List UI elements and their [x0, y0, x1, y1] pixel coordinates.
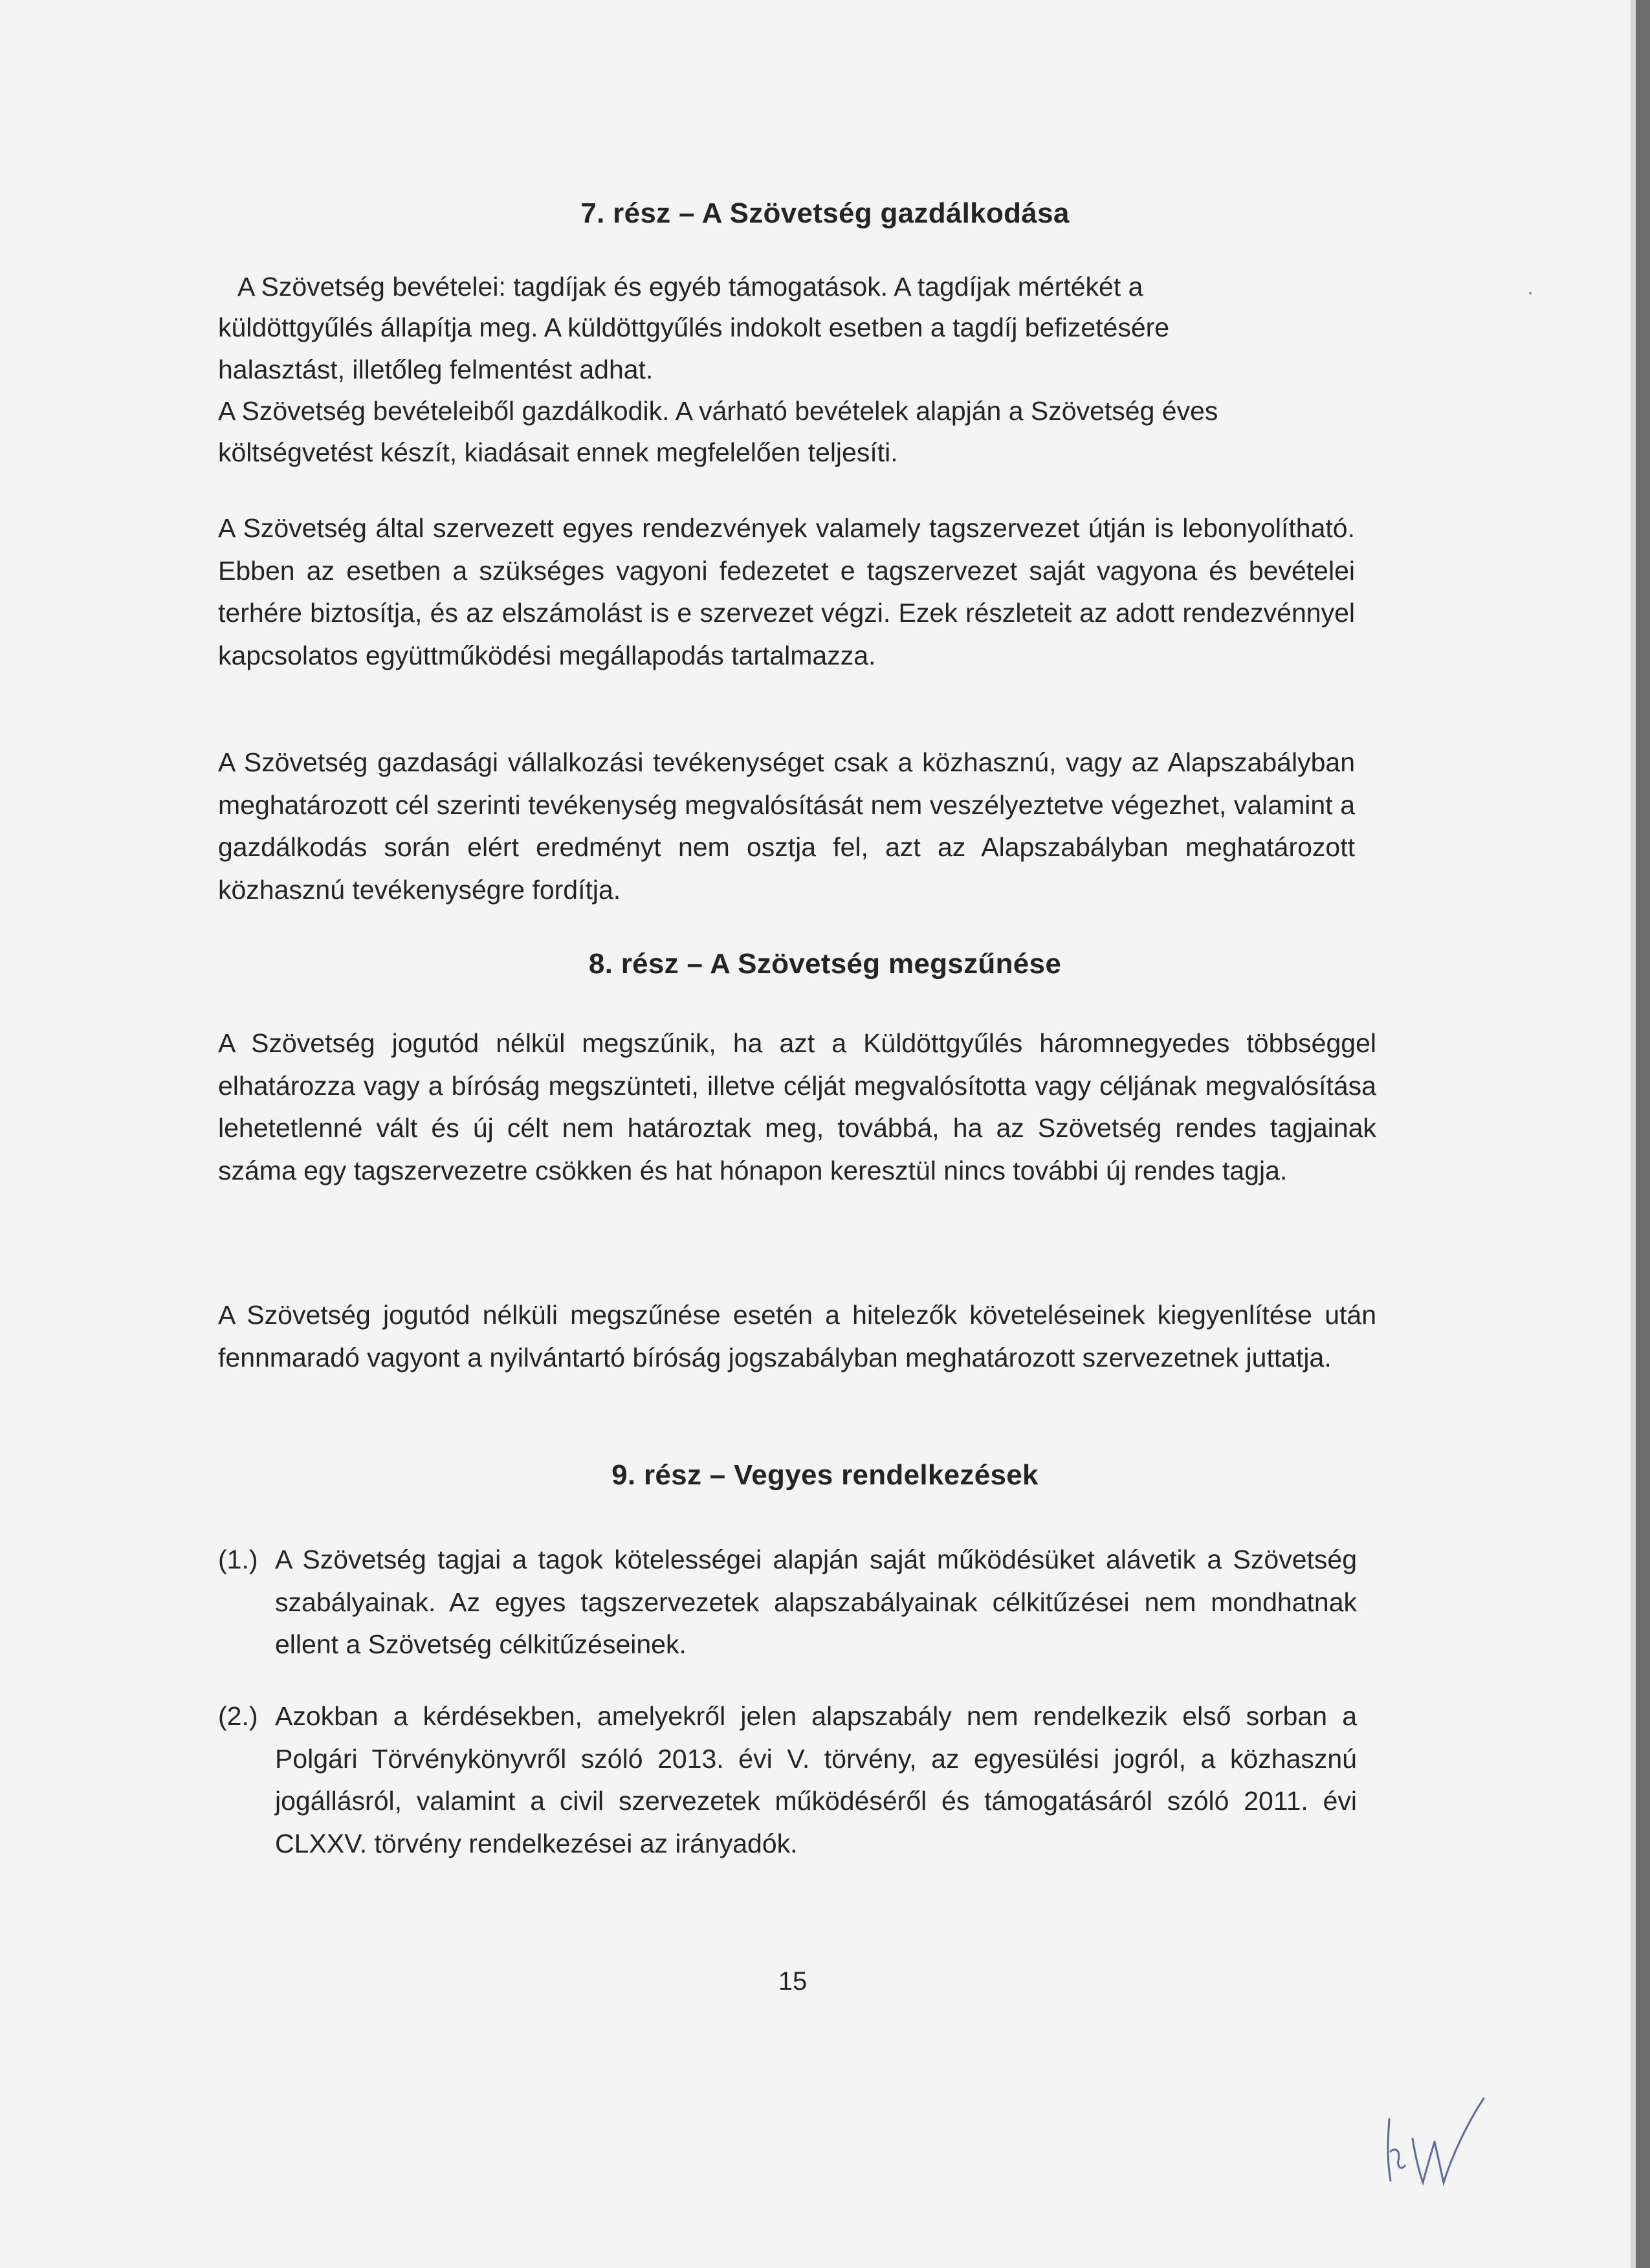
scan-edge — [1636, 0, 1650, 2268]
provision-number: (1.) — [218, 1545, 258, 1574]
section-7-intro-line: A Szövetség bevételeiből gazdálkodik. A várható bevételek alapján a Szövetség éves — [218, 396, 1218, 426]
section-7-intro-line: költségvetést készít, kiadásait ennek megfelelően teljesíti. — [218, 437, 898, 467]
provision-text: A Szövetség tagjai a tagok kötelességei alapján saját működésüket alávetik a Szövetség szabályainak. Az egyes tagszervezetek alapszabályainak célkitűzései nem mondhatnak ellent a Szövetség célkitűzéseinek. — [275, 1545, 1357, 1660]
section-7-intro-line: halasztást, illetőleg felmentést adhat. — [218, 355, 654, 384]
section-9-heading: 9. rész – Vegyes rendelkezések — [611, 1459, 1039, 1491]
section-7-intro-line: A Szövetség bevételei: tagdíjak és egyéb támogatások. A tagdíjak mértékét a — [237, 272, 1143, 302]
section-7-intro-line: küldöttgyűlés állapítja meg. A küldöttgyűlés indokolt esetben a tagdíj befizetésére — [218, 313, 1170, 342]
page-number: 15 — [778, 1967, 808, 1996]
scan-edge-shadow — [1631, 0, 1636, 2268]
section-7-paragraph: A Szövetség gazdasági vállalkozási tevékenységet csak a közhasznú, vagy az Alapszabályban meghatározott cél szerinti tevékenység megvalósítását nem veszélyeztetve végezhet, valamint a gazdálkodás során elért eredményt nem osztja fel, azt az Alapszabályban meghatározott közhasznú tevékenységre fordítja. — [218, 747, 1355, 905]
section-8-paragraph: A Szövetség jogutód nélküli megszűnése esetén a hitelezők követeléseinek kiegyenlítése után fennmaradó vagyont a nyilvántartó bíróság jogszabályban meghatározott szervezetnek juttatja. — [218, 1300, 1376, 1372]
handwritten-signature — [1375, 2093, 1504, 2190]
section-8-heading: 8. rész – A Szövetség megszűnése — [588, 948, 1062, 980]
provision-item — [218, 1539, 1357, 1668]
provision-item — [218, 1695, 1357, 1870]
provision-number: (2.) — [218, 1701, 258, 1731]
section-7-paragraph: A Szövetség által szervezett egyes rendezvények valamely tagszervezet útján is lebonyolítható. Ebben az esetben a szükséges vagyoni fedezetet e tagszervezet saját vagyona és bevételei terhére biztosítja, és az elszámolást is e szervezet végzi. Ezek részleteit az adott rendezvénnyel kapcsolatos együttműködési megállapodás tartalmazza. — [218, 513, 1355, 670]
scan-speck — [1529, 292, 1532, 294]
provision-text: Azokban a kérdésekben, amelyekről jelen alapszabály nem rendelkezik első sorban a Polgári Törvénykönyvről szóló 2013. évi V. törvény, az egyesülési jogról, a közhasznú jogállásról, valamint a civil szervezetek működéséről és támogatásáról szóló 2011. évi CLXXV. törvény rendelkezései az irányadók. — [275, 1701, 1357, 1858]
section-7-heading: 7. rész – A Szövetség gazdálkodása — [580, 197, 1070, 229]
section-8-paragraph: A Szövetség jogutód nélkül megszűnik, ha azt a Küldöttgyűlés háromnegyedes többséggel elhatározza vagy a bíróság megszünteti, illetve célját megvalósította vagy céljának megvalósítása lehetetlenné vált és új célt nem határoztak meg, továbbá, ha az Szövetség rendes tagjainak száma egy tagszervezetre csökken és hat hónapon keresztül nincs további új rendes tagja. — [218, 1028, 1376, 1185]
